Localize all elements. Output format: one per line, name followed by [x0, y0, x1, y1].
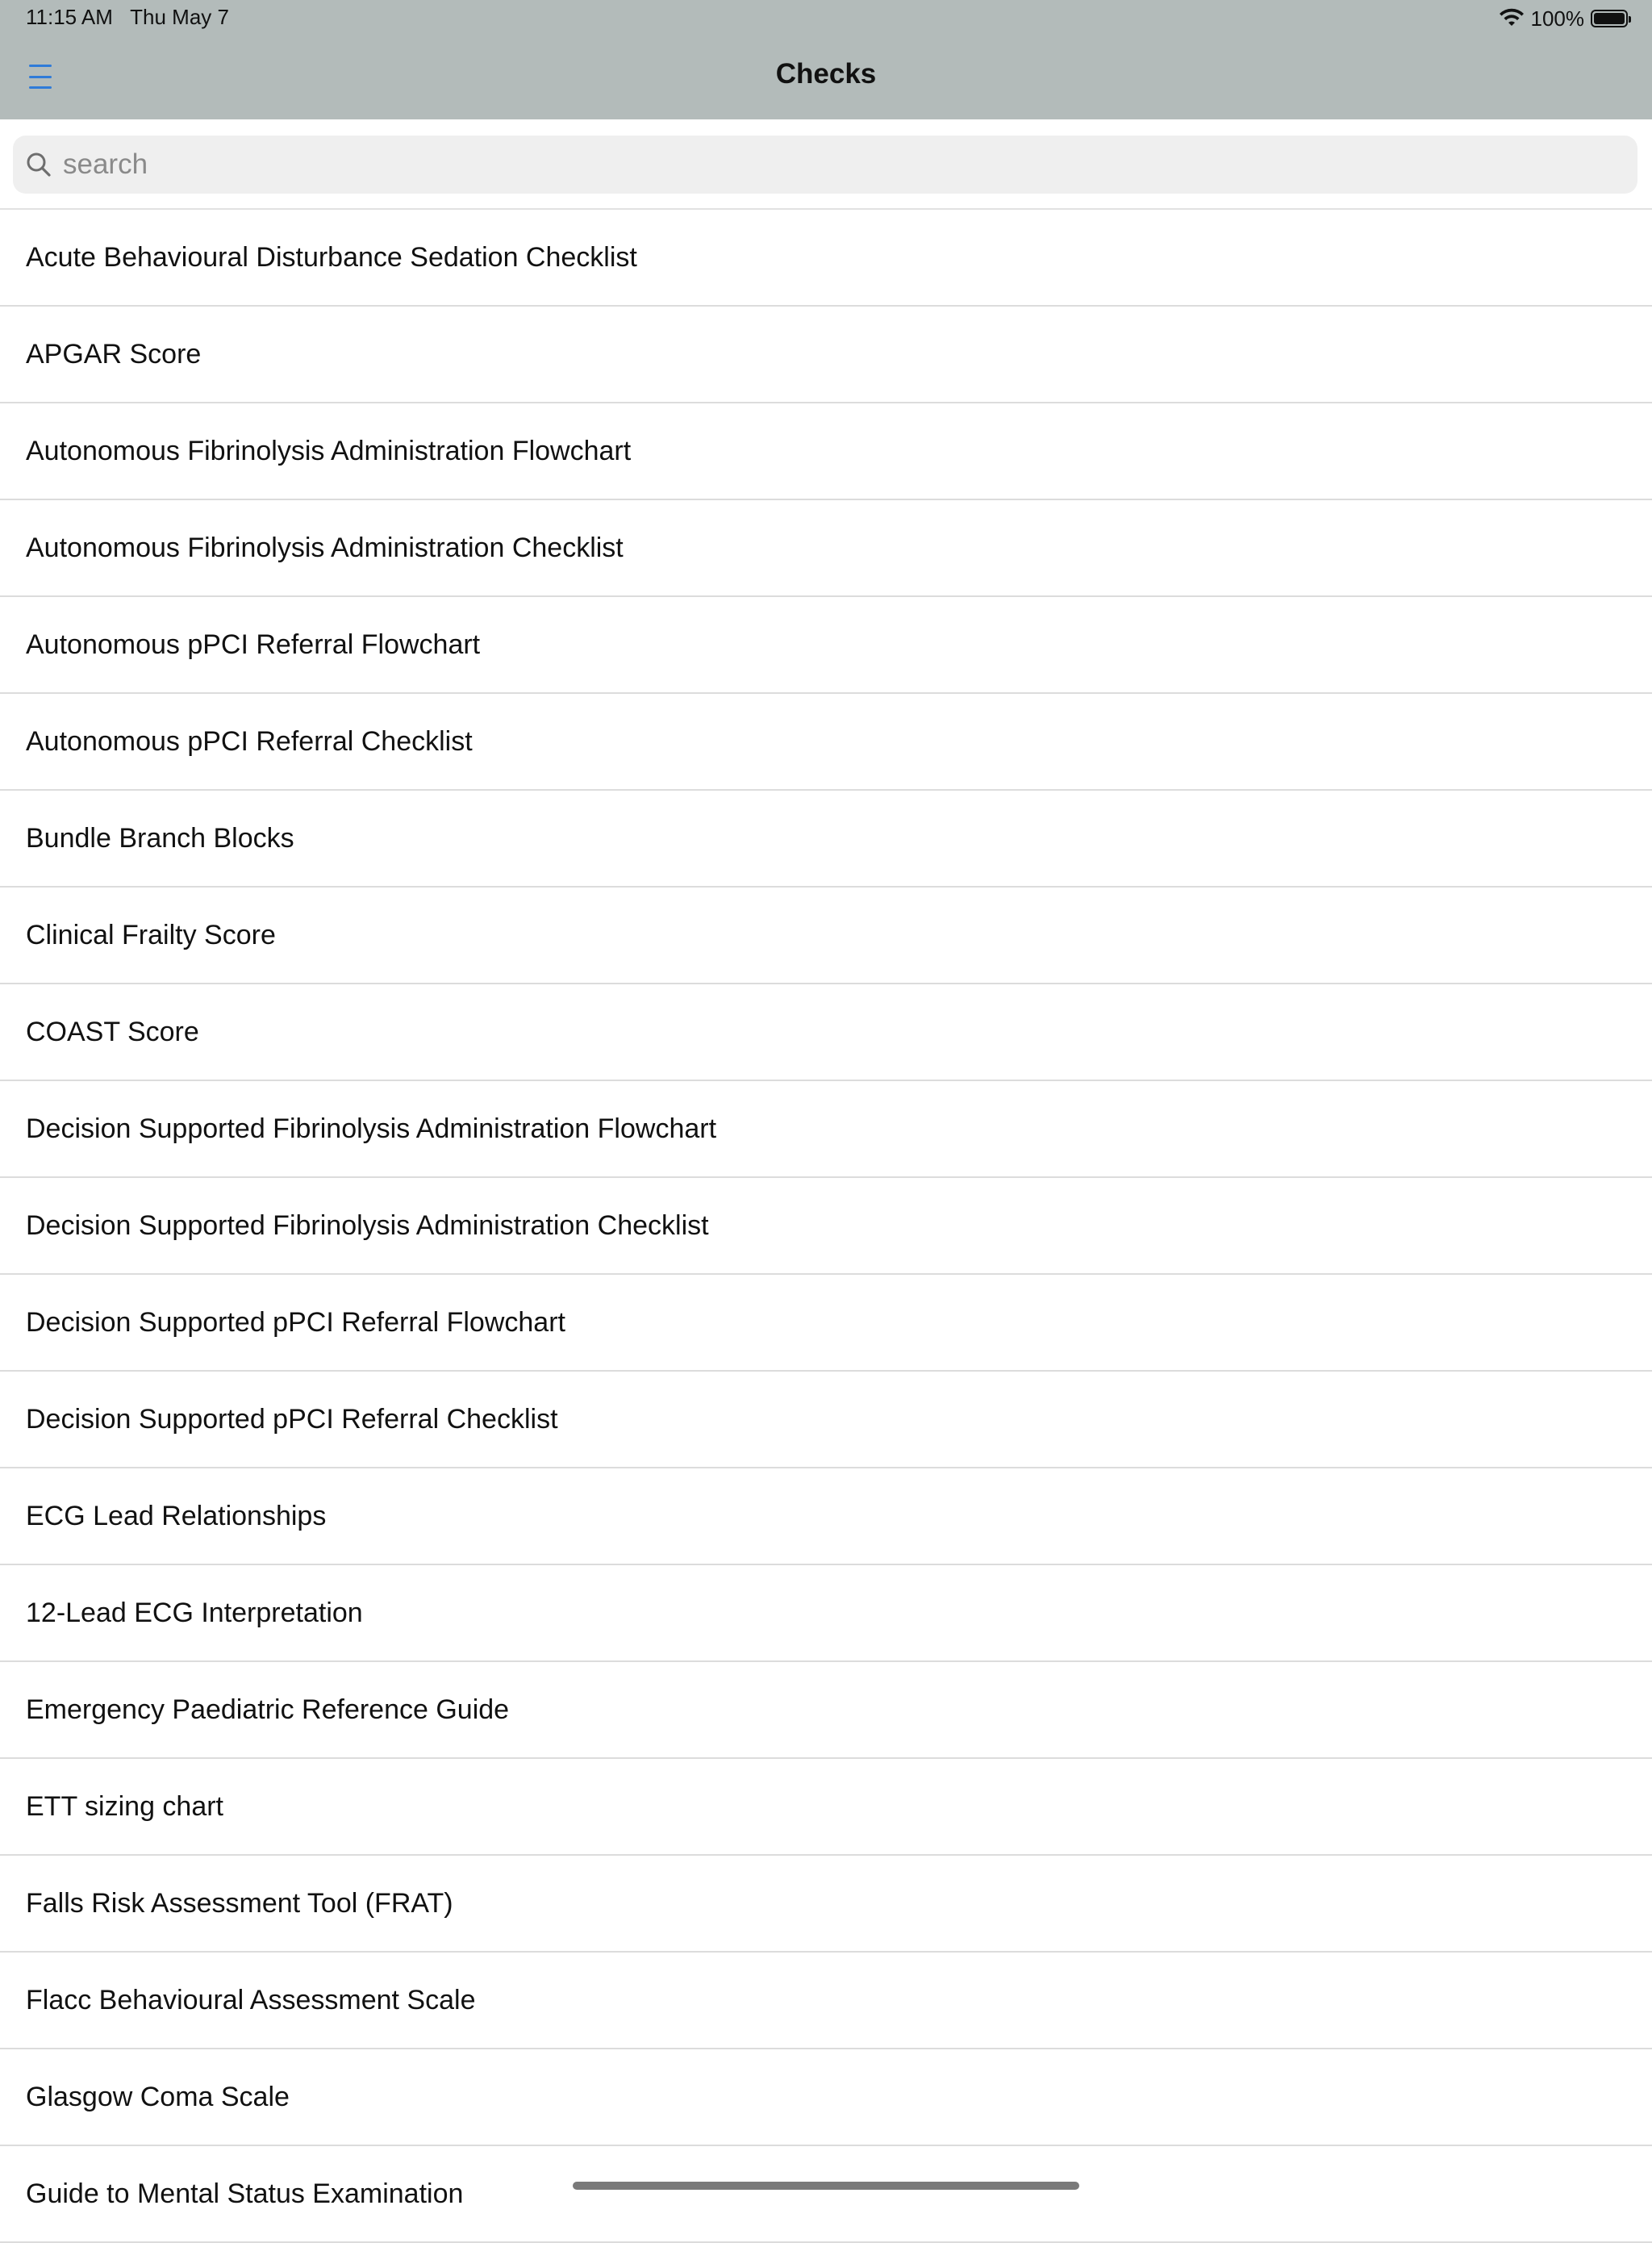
list-item[interactable]: Emergency Paediatric Reference Guide: [0, 1662, 1652, 1759]
status-bar-right: [1499, 5, 1629, 32]
status-date: Thu May 7: [130, 5, 229, 29]
list-item[interactable]: COAST Score: [0, 984, 1652, 1081]
status-time: 11:15 AM: [26, 5, 113, 29]
list-item[interactable]: Flacc Behavioural Assessment Scale: [0, 1953, 1652, 2049]
search-icon: [24, 150, 53, 179]
list-item[interactable]: Autonomous pPCI Referral Checklist: [0, 694, 1652, 791]
list-item[interactable]: Decision Supported Fibrinolysis Administration Flowchart: [0, 1081, 1652, 1178]
battery-percentage: 100%: [1530, 6, 1584, 31]
page-title: Checks: [775, 58, 877, 90]
search-input[interactable]: [61, 140, 1637, 190]
wifi-icon: [1499, 8, 1525, 29]
list-item[interactable]: Clinical Frailty Score: [0, 888, 1652, 984]
list-item[interactable]: ECG Lead Relationships: [0, 1468, 1652, 1565]
list-item[interactable]: Autonomous pPCI Referral Flowchart: [0, 597, 1652, 694]
list-item[interactable]: ETT sizing chart: [0, 1759, 1652, 1856]
list-item[interactable]: Glasgow Coma Scale: [0, 2049, 1652, 2146]
list-item[interactable]: Guide to Mental Status Examination: [0, 2146, 1652, 2243]
list-item[interactable]: Decision Supported pPCI Referral Flowchart: [0, 1275, 1652, 1372]
list-item[interactable]: APGAR Score: [0, 307, 1652, 403]
home-indicator[interactable]: [573, 2182, 1079, 2190]
list-item[interactable]: Decision Supported Fibrinolysis Administration Checklist: [0, 1178, 1652, 1275]
battery-level: [1594, 13, 1625, 24]
status-bar-time: [26, 5, 229, 30]
list-item[interactable]: Autonomous Fibrinolysis Administration Checklist: [0, 500, 1652, 597]
search-bar[interactable]: [13, 136, 1637, 194]
checks-list: [0, 210, 1652, 2243]
list-item[interactable]: 12-Lead ECG Interpretation: [0, 1565, 1652, 1662]
list-item[interactable]: Acute Behavioural Disturbance Sedation Checklist: [0, 210, 1652, 307]
list-item[interactable]: Falls Risk Assessment Tool (FRAT): [0, 1856, 1652, 1953]
battery-icon: [1591, 10, 1628, 27]
navigation-header: [0, 0, 1652, 119]
list-item[interactable]: Bundle Branch Blocks: [0, 791, 1652, 888]
list-item[interactable]: Decision Supported pPCI Referral Checklist: [0, 1372, 1652, 1468]
list-item[interactable]: Autonomous Fibrinolysis Administration Flowchart: [0, 403, 1652, 500]
